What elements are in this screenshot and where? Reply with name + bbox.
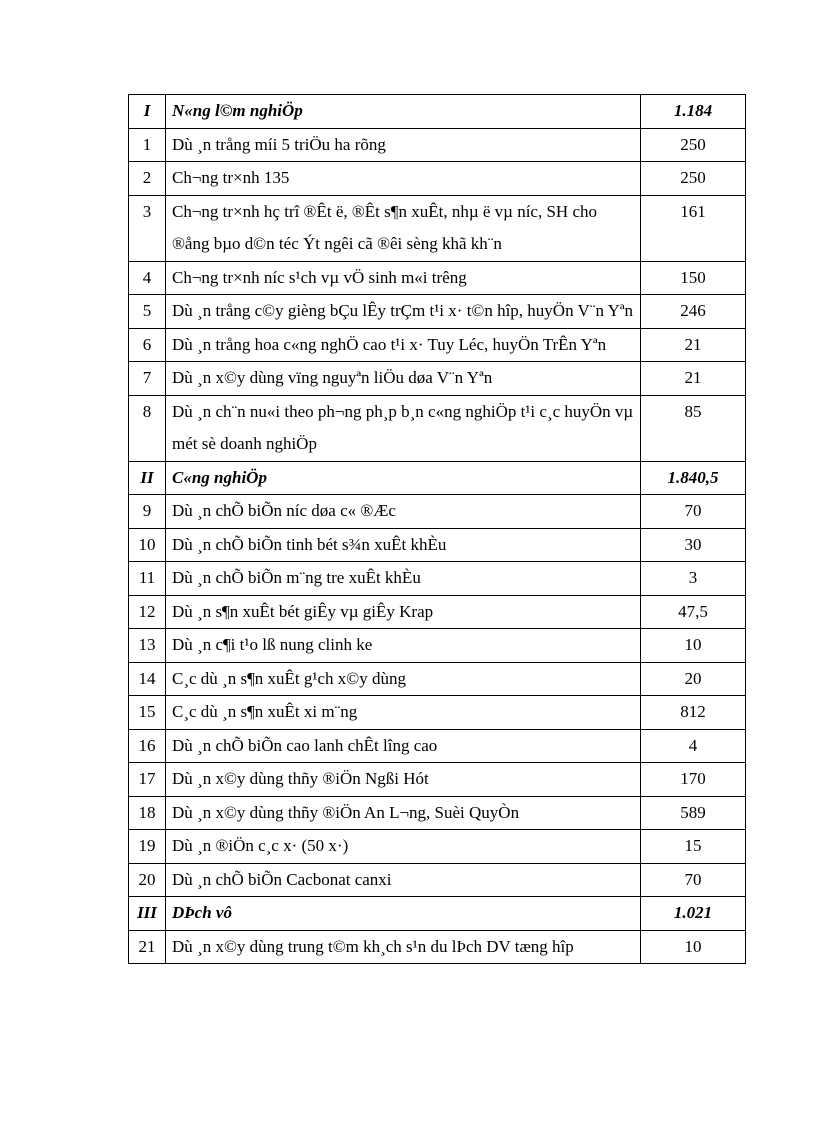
- project-name-cell: Dù ¸n x©y dùng trung t©m kh¸ch s¹n du lÞch DV tæng hîp: [166, 930, 641, 964]
- value-cell: 589: [641, 796, 746, 830]
- value-cell: 250: [641, 128, 746, 162]
- row-number-cell: 21: [129, 930, 166, 964]
- table-row: [129, 763, 746, 797]
- project-table: [128, 94, 746, 964]
- row-number-cell: 6: [129, 328, 166, 362]
- row-number-cell: 3: [129, 195, 166, 261]
- row-number-cell: 8: [129, 395, 166, 461]
- project-name-cell: Ch¬ng tr×nh níc s¹ch vµ vÖ sinh m«i trêng: [166, 261, 641, 295]
- table-row: [129, 796, 746, 830]
- value-cell: 70: [641, 495, 746, 529]
- table-row: [129, 495, 746, 529]
- table-row: [129, 528, 746, 562]
- table-row: [129, 328, 746, 362]
- table-row: [129, 195, 746, 261]
- project-name-cell: Dù ¸n chÕ biÕn m¨ng tre xuÊt khÈu: [166, 562, 641, 596]
- value-cell: 85: [641, 395, 746, 461]
- table-row: [129, 562, 746, 596]
- project-name-cell: Dù ¸n trång c©y gièng bÇu lÊy trÇm t¹i x· t©n hîp, huyÖn V¨n Yªn: [166, 295, 641, 329]
- row-number-cell: 1: [129, 128, 166, 162]
- project-name-cell: N«ng l©m nghiÖp: [166, 95, 641, 129]
- row-number-cell: 18: [129, 796, 166, 830]
- table-row: [129, 162, 746, 196]
- row-number-cell: 19: [129, 830, 166, 864]
- table-row: [129, 729, 746, 763]
- row-number-cell: 5: [129, 295, 166, 329]
- value-cell: 250: [641, 162, 746, 196]
- row-number-cell: 15: [129, 696, 166, 730]
- value-cell: 4: [641, 729, 746, 763]
- project-name-cell: Ch¬ng tr×nh 135: [166, 162, 641, 196]
- section-row: [129, 461, 746, 495]
- row-number-cell: 7: [129, 362, 166, 396]
- table-row: [129, 295, 746, 329]
- value-cell: 1.184: [641, 95, 746, 129]
- project-name-cell: C¸c dù ¸n s¶n xuÊt g¹ch x©y dùng: [166, 662, 641, 696]
- project-name-cell: Ch¬ng tr×nh hç trî ®Êt ë, ®Êt s¶n xuÊt, nhµ ë vµ níc, SH cho ®ång bµo d©n téc Ýt ngêi cã ®êi sèng khã kh¨n: [166, 195, 641, 261]
- value-cell: 21: [641, 362, 746, 396]
- table-row: [129, 863, 746, 897]
- row-number-cell: 20: [129, 863, 166, 897]
- table-row: [129, 128, 746, 162]
- project-table-body: [129, 95, 746, 964]
- value-cell: 30: [641, 528, 746, 562]
- value-cell: 812: [641, 696, 746, 730]
- value-cell: 170: [641, 763, 746, 797]
- value-cell: 246: [641, 295, 746, 329]
- project-name-cell: Dù ¸n chÕ biÕn níc døa c« ®Æc: [166, 495, 641, 529]
- project-name-cell: Dù ¸n c¶i t¹o lß nung clinh ke: [166, 629, 641, 663]
- project-name-cell: Dù ¸n ch¨n nu«i theo ph¬ng ph¸p b¸n c«ng nghiÖp t¹i c¸c huyÖn vµ mét sè doanh nghiÖp: [166, 395, 641, 461]
- value-cell: 150: [641, 261, 746, 295]
- row-number-cell: II: [129, 461, 166, 495]
- project-name-cell: Dù ¸n chÕ biÕn Cacbonat canxi: [166, 863, 641, 897]
- row-number-cell: 14: [129, 662, 166, 696]
- value-cell: 21: [641, 328, 746, 362]
- table-row: [129, 595, 746, 629]
- section-row: [129, 95, 746, 129]
- project-name-cell: Dù ¸n chÕ biÕn cao lanh chÊt lîng cao: [166, 729, 641, 763]
- section-row: [129, 897, 746, 931]
- row-number-cell: 13: [129, 629, 166, 663]
- project-name-cell: Dù ¸n ®iÖn c¸c x· (50 x·): [166, 830, 641, 864]
- row-number-cell: 10: [129, 528, 166, 562]
- table-row: [129, 261, 746, 295]
- row-number-cell: 11: [129, 562, 166, 596]
- project-name-cell: C«ng nghiÖp: [166, 461, 641, 495]
- project-name-cell: Dù ¸n x©y dùng thñy ®iÖn An L¬ng, Suèi QuyÒn: [166, 796, 641, 830]
- value-cell: 10: [641, 629, 746, 663]
- project-name-cell: Dù ¸n x©y dùng thñy ®iÖn Ngßi Hót: [166, 763, 641, 797]
- row-number-cell: III: [129, 897, 166, 931]
- row-number-cell: 17: [129, 763, 166, 797]
- project-name-cell: Dù ¸n x©y dùng vïng nguyªn liÖu døa V¨n Yªn: [166, 362, 641, 396]
- row-number-cell: 12: [129, 595, 166, 629]
- project-name-cell: Dù ¸n trång míi 5 triÖu ha rõng: [166, 128, 641, 162]
- value-cell: 15: [641, 830, 746, 864]
- row-number-cell: 2: [129, 162, 166, 196]
- value-cell: 161: [641, 195, 746, 261]
- row-number-cell: 16: [129, 729, 166, 763]
- value-cell: 70: [641, 863, 746, 897]
- table-row: [129, 662, 746, 696]
- project-name-cell: Dù ¸n trång hoa c«ng nghÖ cao t¹i x· Tuy Léc, huyÖn TrÊn Yªn: [166, 328, 641, 362]
- project-name-cell: DÞch vô: [166, 897, 641, 931]
- value-cell: 3: [641, 562, 746, 596]
- row-number-cell: 9: [129, 495, 166, 529]
- value-cell: 47,5: [641, 595, 746, 629]
- table-row: [129, 362, 746, 396]
- table-row: [129, 629, 746, 663]
- table-row: [129, 830, 746, 864]
- value-cell: 20: [641, 662, 746, 696]
- value-cell: 1.840,5: [641, 461, 746, 495]
- project-name-cell: C¸c dù ¸n s¶n xuÊt xi m¨ng: [166, 696, 641, 730]
- table-row: [129, 395, 746, 461]
- row-number-cell: I: [129, 95, 166, 129]
- value-cell: 1.021: [641, 897, 746, 931]
- row-number-cell: 4: [129, 261, 166, 295]
- project-name-cell: Dù ¸n chÕ biÕn tinh bét s¾n xuÊt khÈu: [166, 528, 641, 562]
- value-cell: 10: [641, 930, 746, 964]
- table-row: [129, 696, 746, 730]
- project-name-cell: Dù ¸n s¶n xuÊt bét giÊy vµ giÊy Krap: [166, 595, 641, 629]
- table-row: [129, 930, 746, 964]
